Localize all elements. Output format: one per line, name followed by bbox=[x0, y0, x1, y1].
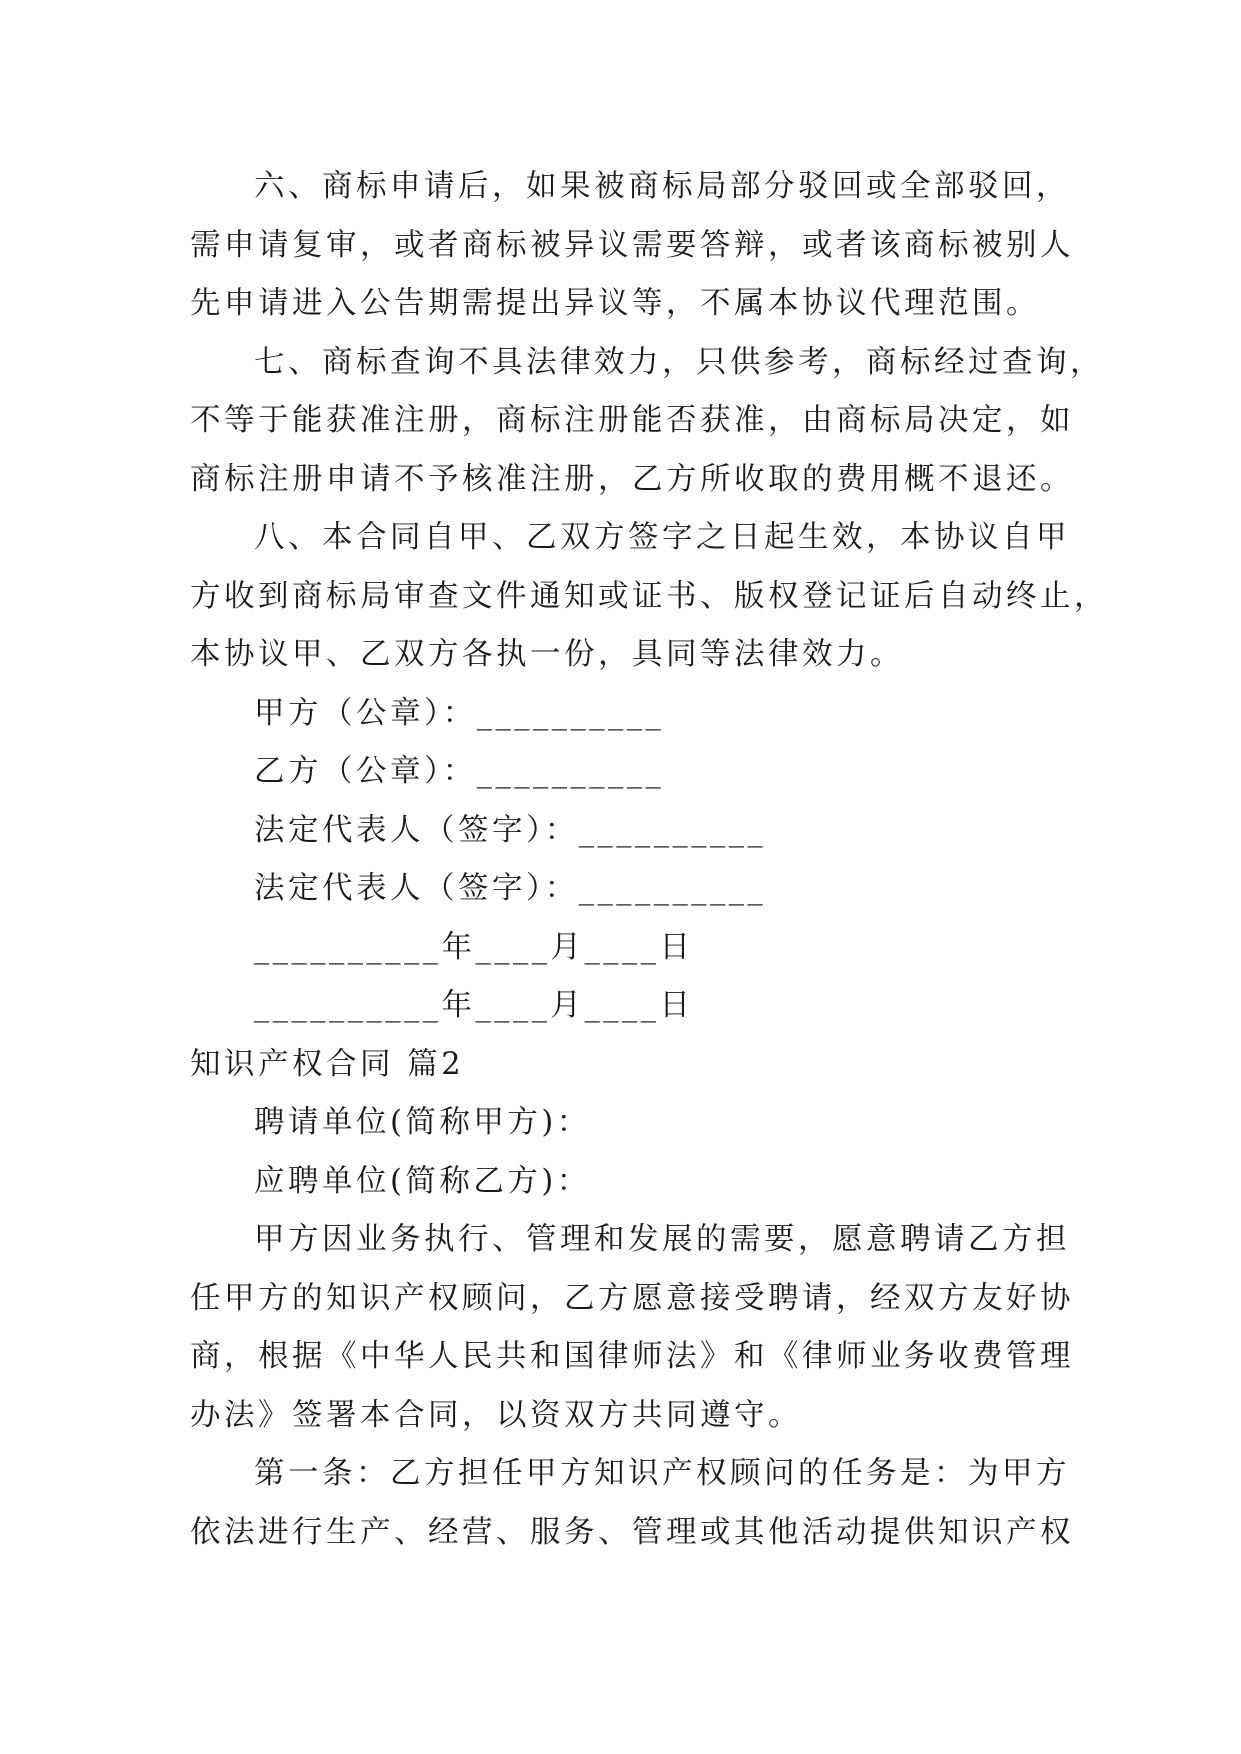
paragraph-6-line-3: 先申请进入公告期需提出异议等，不属本协议代理范围。 bbox=[190, 286, 1040, 321]
paragraph-8-line-1: 八、本合同自甲、乙双方签字之日起生效，本协议自甲 bbox=[254, 520, 1070, 555]
party-b-seal-line: 乙方（公章）：__________ bbox=[254, 754, 665, 789]
section-heading: 知识产权合同 篇2 bbox=[190, 1046, 465, 1082]
paragraph-7-line-3: 商标注册申请不予核准注册，乙方所收取的费用概不退还。 bbox=[190, 461, 1074, 497]
paragraph-8-line-3: 本协议甲、乙双方各执一份，具同等法律效力。 bbox=[190, 637, 904, 672]
article-1-line-1: 第一条：乙方担任甲方知识产权顾问的任务是：为甲方 bbox=[254, 1456, 1070, 1491]
preamble-line-4: 办法》签署本合同，以资双方共同遵守。 bbox=[190, 1397, 802, 1433]
date-line-1: __________年____月____日 bbox=[254, 929, 694, 965]
paragraph-7-line-1: 七、商标查询不具法律效力，只供参考，商标经过查询， bbox=[254, 344, 1104, 380]
date-line-2: __________年____月____日 bbox=[254, 988, 694, 1023]
legal-rep-signature-line-2: 法定代表人（签字）：__________ bbox=[254, 871, 767, 906]
paragraph-6-line-2: 需申请复审，或者商标被异议需要答辩，或者该商标被别人 bbox=[190, 227, 1074, 263]
legal-rep-signature-line-1: 法定代表人（签字）：__________ bbox=[254, 812, 767, 848]
preamble-line-2: 任甲方的知识产权顾问，乙方愿意接受聘请，经双方友好协 bbox=[190, 1280, 1074, 1316]
hired-party-line: 应聘单位(简称乙方)： bbox=[254, 1163, 591, 1199]
preamble-line-1: 甲方因业务执行、管理和发展的需要，愿意聘请乙方担 bbox=[254, 1222, 1070, 1257]
paragraph-6-line-1: 六、商标申请后，如果被商标局部分驳回或全部驳回， bbox=[254, 169, 1070, 204]
paragraph-7-line-2: 不等于能获准注册，商标注册能否获准，由商标局决定，如 bbox=[190, 403, 1074, 438]
article-1-line-2: 依法进行生产、经营、服务、管理或其他活动提供知识产权 bbox=[190, 1514, 1074, 1550]
hiring-party-line: 聘请单位(简称甲方)： bbox=[254, 1105, 591, 1140]
preamble-line-3: 商，根据《中华人民共和国律师法》和《律师业务收费管理 bbox=[190, 1339, 1074, 1374]
document-page bbox=[190, 158, 1108, 1562]
paragraph-8-line-2: 方收到商标局审查文件通知或证书、版权登记证后自动终止， bbox=[190, 578, 1108, 614]
party-a-seal-line: 甲方（公章）：__________ bbox=[254, 695, 665, 731]
